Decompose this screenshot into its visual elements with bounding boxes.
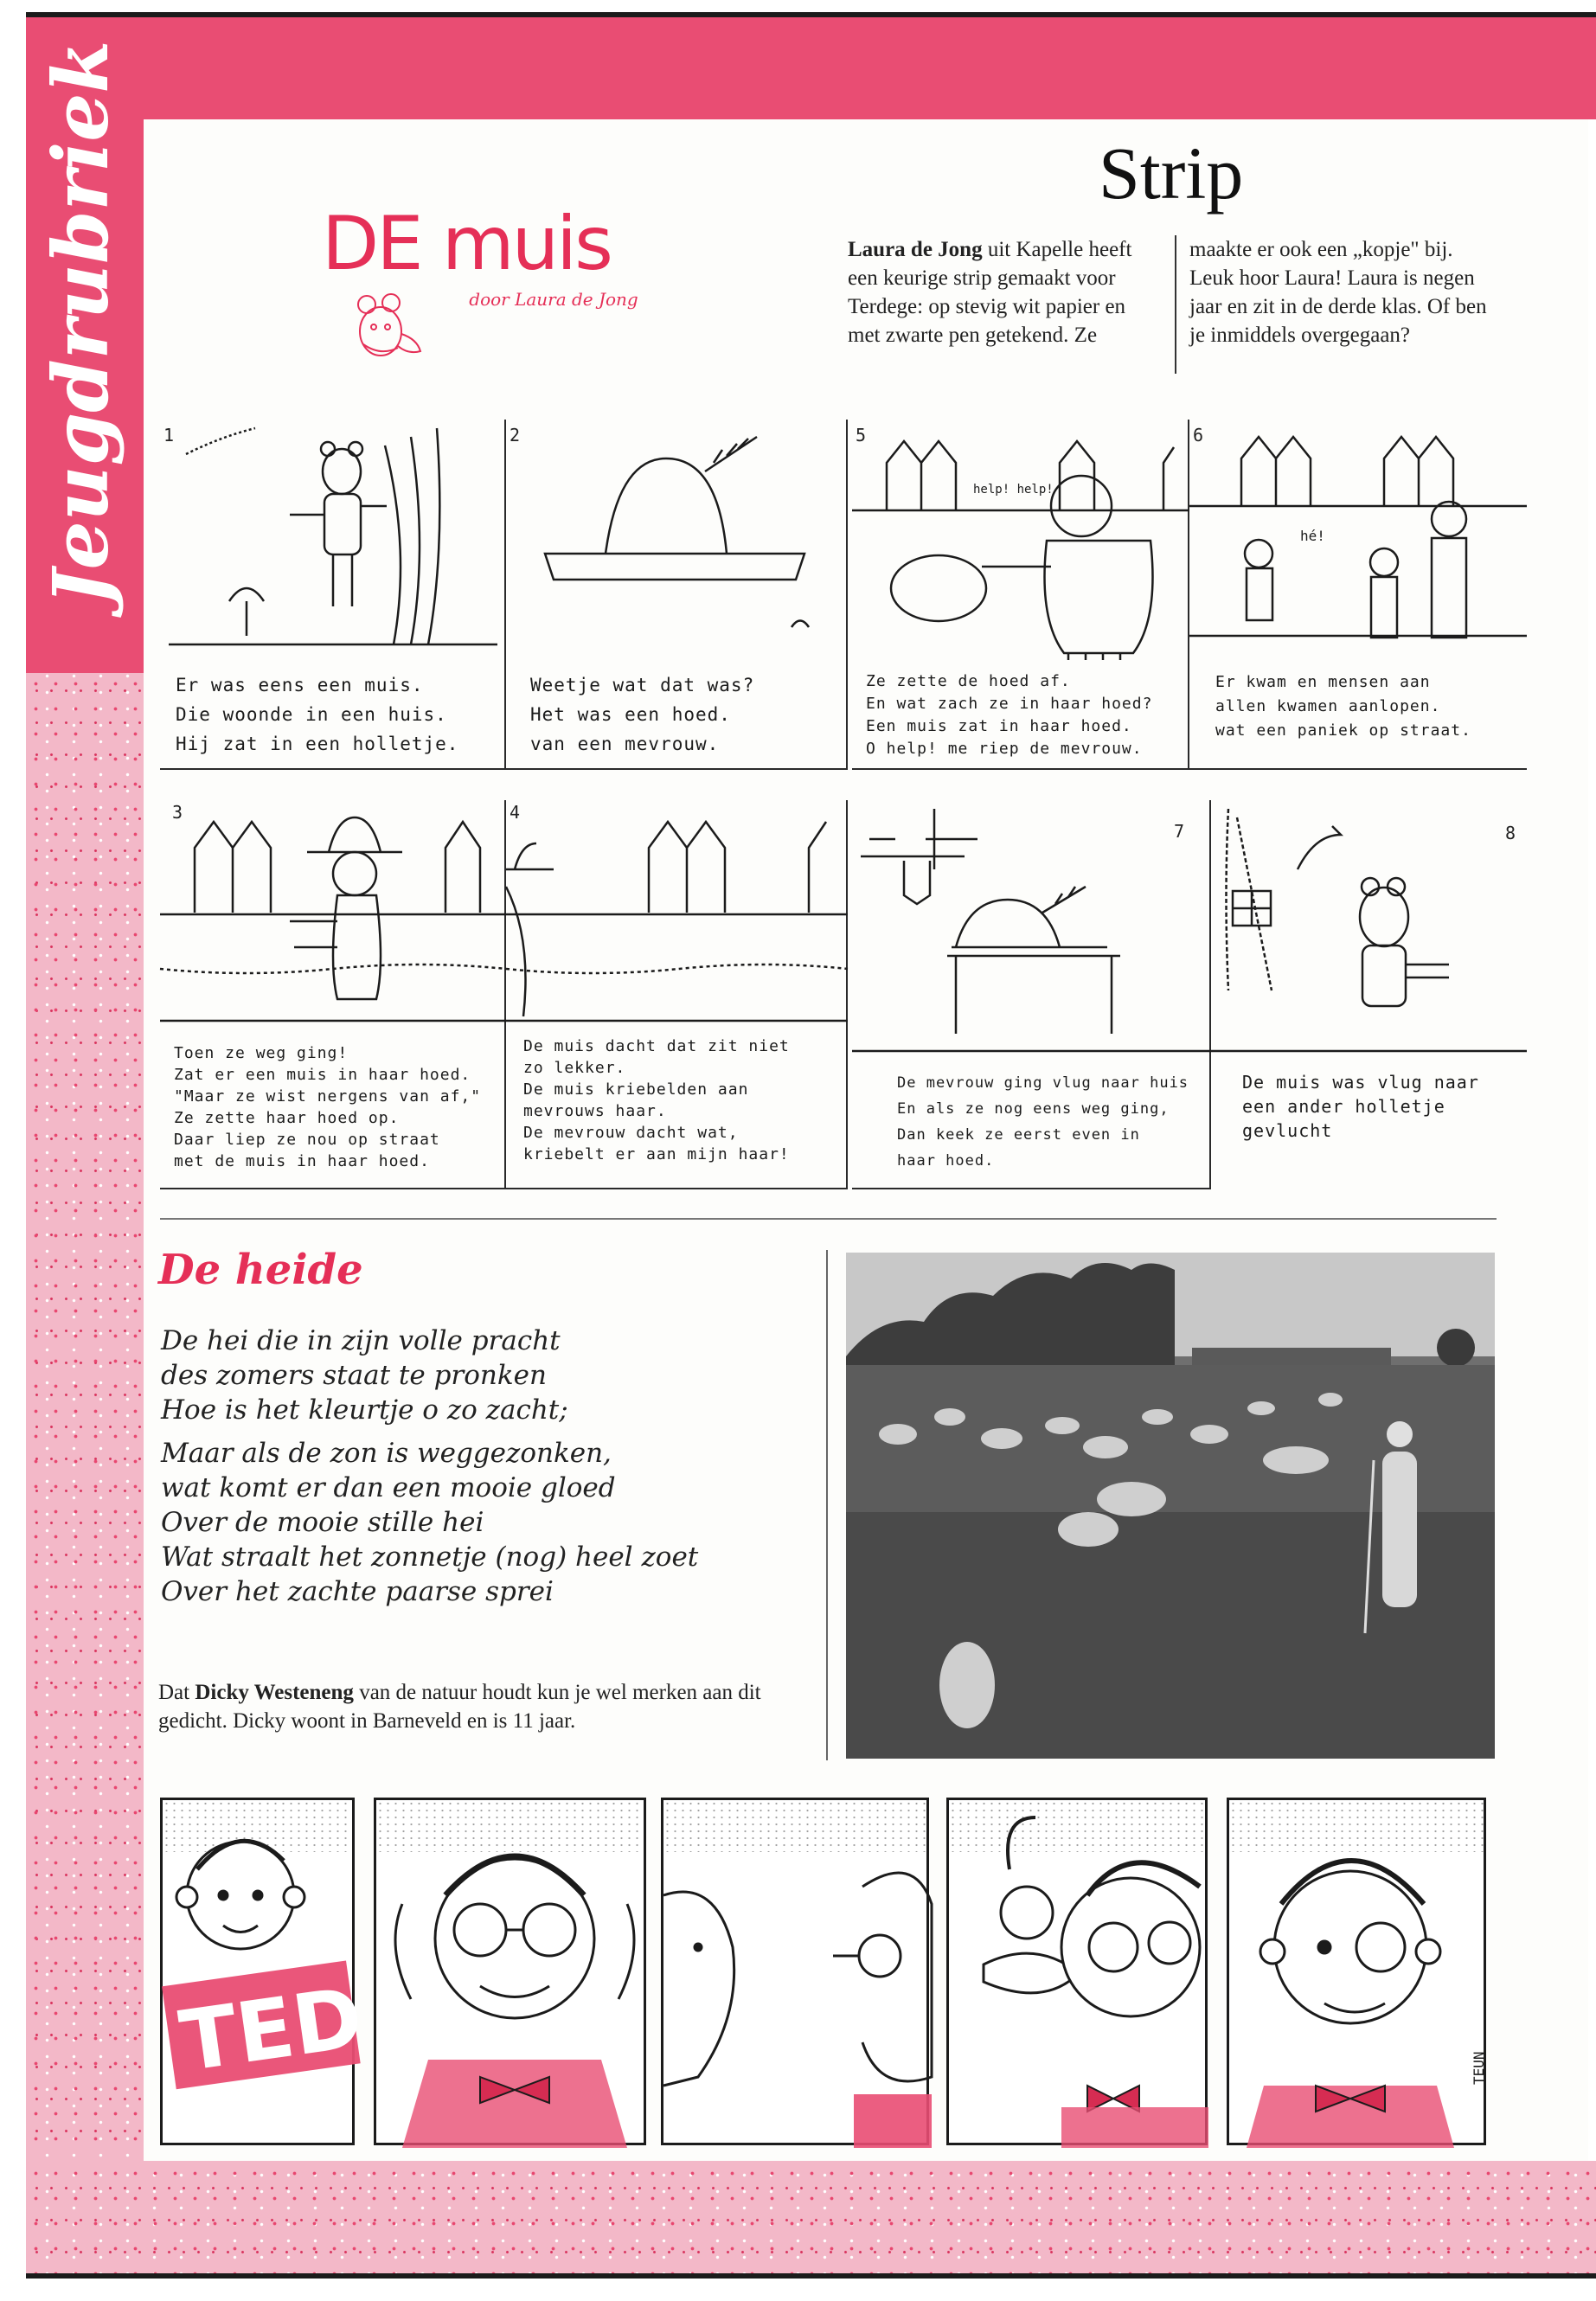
poem-line: De hei die in zijn volle pracht xyxy=(161,1325,561,1356)
ted-panel-2 xyxy=(374,1798,646,2145)
panel-8-drawing xyxy=(1211,800,1527,1060)
ted-panel-4-drawing xyxy=(949,1800,1210,2148)
panel-7-drawing xyxy=(852,800,1211,1060)
panel-number: 2 xyxy=(510,425,521,445)
poem-note-prefix: Dat xyxy=(158,1681,195,1704)
strip-heading: Strip xyxy=(1099,131,1244,215)
comic-byline: door Laura de Jong xyxy=(469,289,638,310)
mouse-sketch-logo xyxy=(337,284,433,370)
panel-number: 1 xyxy=(163,425,175,445)
panel-caption: Weetje wat dat was? Het was een hoed. van een mevrouw. xyxy=(530,675,755,754)
ted-panel-4 xyxy=(946,1798,1208,2145)
section-divider xyxy=(160,1218,1497,1220)
poem-title: De heide xyxy=(158,1246,363,1294)
ted-name-sign: TED xyxy=(174,1969,369,2091)
panel-caption: Toen ze weg ging! Zat er een muis in haar hoed. "Maar ze wist nergens van af," Ze zette haar hoed op. Daar liep ze nou op straat met de muis in haar hoed. xyxy=(174,1044,482,1170)
comic-panel-6 xyxy=(1189,420,1527,770)
poem-stanza-2 xyxy=(161,1436,818,1609)
intro-text: uit Kapelle heeft een keurige strip gemaakt voor Terdege: op stevig wit papier en met zwarte pen getekend. Ze xyxy=(848,238,1132,347)
panel-caption: Er kwam en mensen aan allen kwamen aanlopen. wat een paniek op straat. xyxy=(1215,673,1471,740)
comic-panel-7 xyxy=(852,800,1211,1189)
section-title xyxy=(35,40,133,657)
comic-panel-2 xyxy=(506,420,848,770)
panel-caption: Er was eens een muis. Die woonde in een huis. Hij zat in een holletje. xyxy=(176,675,459,754)
panel-number: 6 xyxy=(1193,425,1204,445)
poem-line: wat komt er dan een mooie gloed xyxy=(161,1472,616,1503)
comic-title: DE muis xyxy=(322,201,611,287)
artist-signature: TEUN xyxy=(1471,2051,1487,2085)
comic-panel-3 xyxy=(160,800,506,1189)
speech-help: help! help! xyxy=(973,483,1054,497)
strip-intro-col2: maakte er ook een „kopje" bij. Leuk hoor Laura! Laura is negen jaar en zit in de derde klas. Of ben je inmiddels overgegaan? xyxy=(1189,238,1487,347)
speech-hee: hé! xyxy=(1300,528,1325,544)
ted-panel-5-drawing xyxy=(1229,1800,1489,2148)
comic-panel-5 xyxy=(852,420,1189,770)
panel-2-drawing xyxy=(506,420,848,653)
panel-number: 7 xyxy=(1174,821,1185,842)
panel-caption: De muis was vlug naar een ander holletje gevlucht xyxy=(1242,1072,1479,1141)
intro-author-name: Laura de Jong xyxy=(848,238,983,261)
ted-panel-2-drawing xyxy=(376,1800,649,2148)
bottom-dotted-strip xyxy=(26,2161,1596,2273)
frame-bottom-line xyxy=(26,2273,1596,2279)
panel-number: 3 xyxy=(172,802,183,823)
panel-caption: De mevrouw ging vlug naar huis En als ze nog eens weg ging, Dan keek ze eerst even in haar hoed. xyxy=(897,1074,1189,1170)
ted-panel-3 xyxy=(661,1798,929,2145)
ted-panel-1-drawing xyxy=(163,1800,369,2148)
panel-caption: De muis dacht dat zit niet zo lekker. De muis kriebelden aan mevrouws haar. De mevrouw dacht wat, kriebelt er aan mijn haar! xyxy=(523,1037,790,1163)
ted-panel-1 xyxy=(160,1798,369,2145)
strip-intro-col1 xyxy=(848,235,1133,349)
comic-panel-4 xyxy=(506,800,848,1189)
poem-stanza-1 xyxy=(161,1324,818,1427)
poem-line: des zomers staat te pronken xyxy=(161,1360,547,1391)
panel-4-drawing xyxy=(506,800,848,1034)
panel-6-drawing xyxy=(1189,420,1527,662)
poem-line: Over de mooie stille hei xyxy=(161,1507,484,1538)
panel-1-drawing xyxy=(160,420,506,653)
panel-caption: Ze zette de hoed af. En wat zach ze in haar hoed? Een muis zat in haar hoed. O help! me riep de mevrouw. xyxy=(866,672,1153,758)
panel-number: 5 xyxy=(856,425,867,445)
poem-line: Wat straalt het zonnetje (nog) heel zoet xyxy=(161,1541,699,1573)
poem-line: Over het zachte paarse sprei xyxy=(161,1576,554,1607)
panel-number: 4 xyxy=(510,802,521,823)
poem-note xyxy=(158,1678,816,1735)
panel-5-drawing xyxy=(852,420,1189,662)
comic-panel-1 xyxy=(160,420,506,770)
intro-divider xyxy=(1175,235,1176,374)
section-title-text: Jeugdrubriek xyxy=(35,40,125,606)
poem-author-name: Dicky Westeneng xyxy=(195,1681,354,1704)
photo-divider xyxy=(826,1250,828,1760)
top-pink-band xyxy=(26,17,1596,119)
poem-note-text: van de natuur houdt kun je wel merken aan dit gedicht. Dicky woont in Barneveld en is 11 jaar. xyxy=(158,1681,761,1733)
ted-panel-5 xyxy=(1227,1798,1486,2145)
panel-number: 8 xyxy=(1505,823,1516,843)
poem-line: Maar als de zon is weggezonken, xyxy=(161,1438,612,1469)
ted-panel-3-drawing xyxy=(663,1800,932,2148)
panel-3-drawing xyxy=(160,800,506,1034)
comic-panel-8 xyxy=(1211,800,1527,1189)
poem-line: Hoe is het kleurtje o zo zacht; xyxy=(161,1394,568,1426)
heath-sheep-photo xyxy=(846,1253,1495,1759)
